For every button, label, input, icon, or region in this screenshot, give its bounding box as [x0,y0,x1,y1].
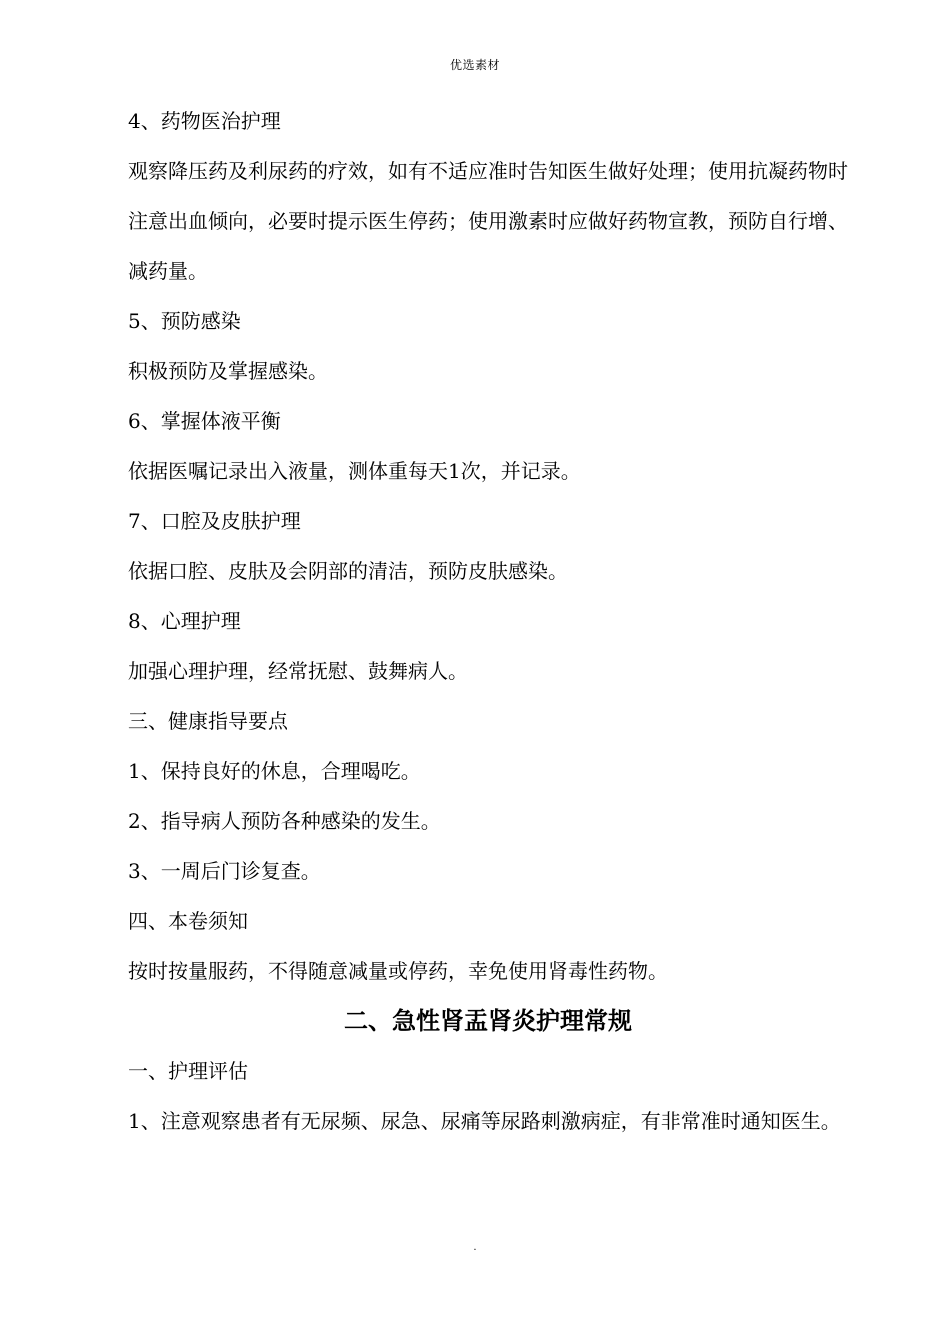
section-heading-fluid-balance: 6、掌握体液平衡 [128,409,281,433]
page-header: 优选素材 [449,58,500,72]
list-item-guidance-1: 1、保持良好的休息，合理喝吃。 [128,759,421,783]
paragraph-oral-skin-care: 依据口腔、皮肤及会阴部的清洁，预防皮肤感染。 [128,559,568,583]
section-heading-infection: 5、预防感染 [128,309,241,333]
section-heading-assessment: 一、护理评估 [128,1059,248,1083]
paragraph-fluid-balance: 依据医嘱记录出入液量，测体重每天1次，并记录。 [128,459,581,483]
section-heading-notes: 四、本卷须知 [128,909,248,933]
section-heading-medication: 4、药物医治护理 [128,109,281,133]
page-footer: . [473,1242,477,1253]
paragraph-notes: 按时按量服药，不得随意减量或停药，幸免使用肾毒性药物。 [128,959,668,983]
chapter-title: 二、急性肾盂肾炎护理常规 [344,1007,632,1035]
paragraph-assessment-1: 1、注意观察患者有无尿频、尿急、尿痛等尿路刺激病症，有非常准时通知医生。 [128,1109,841,1133]
paragraph-infection: 积极预防及掌握感染。 [128,359,328,383]
section-heading-health-guidance: 三、健康指导要点 [128,709,288,733]
section-heading-psych-care: 8、心理护理 [128,609,241,633]
paragraph-psych-care: 加强心理护理，经常抚慰、鼓舞病人。 [128,659,468,683]
paragraph-medication: 观察降压药及利尿药的疗效，如有不适应准时告知医生做好处理；使用抗凝药物时注意出血倾向，必要时提示医生停药；使用激素时应做好药物宣教，预防自行增、减药量。 [128,159,848,283]
document-body [128,96,848,1146]
list-item-guidance-2: 2、指导病人预防各种感染的发生。 [128,809,441,833]
list-item-guidance-3: 3、一周后门诊复查。 [128,859,321,883]
section-heading-oral-skin-care: 7、口腔及皮肤护理 [128,509,301,533]
